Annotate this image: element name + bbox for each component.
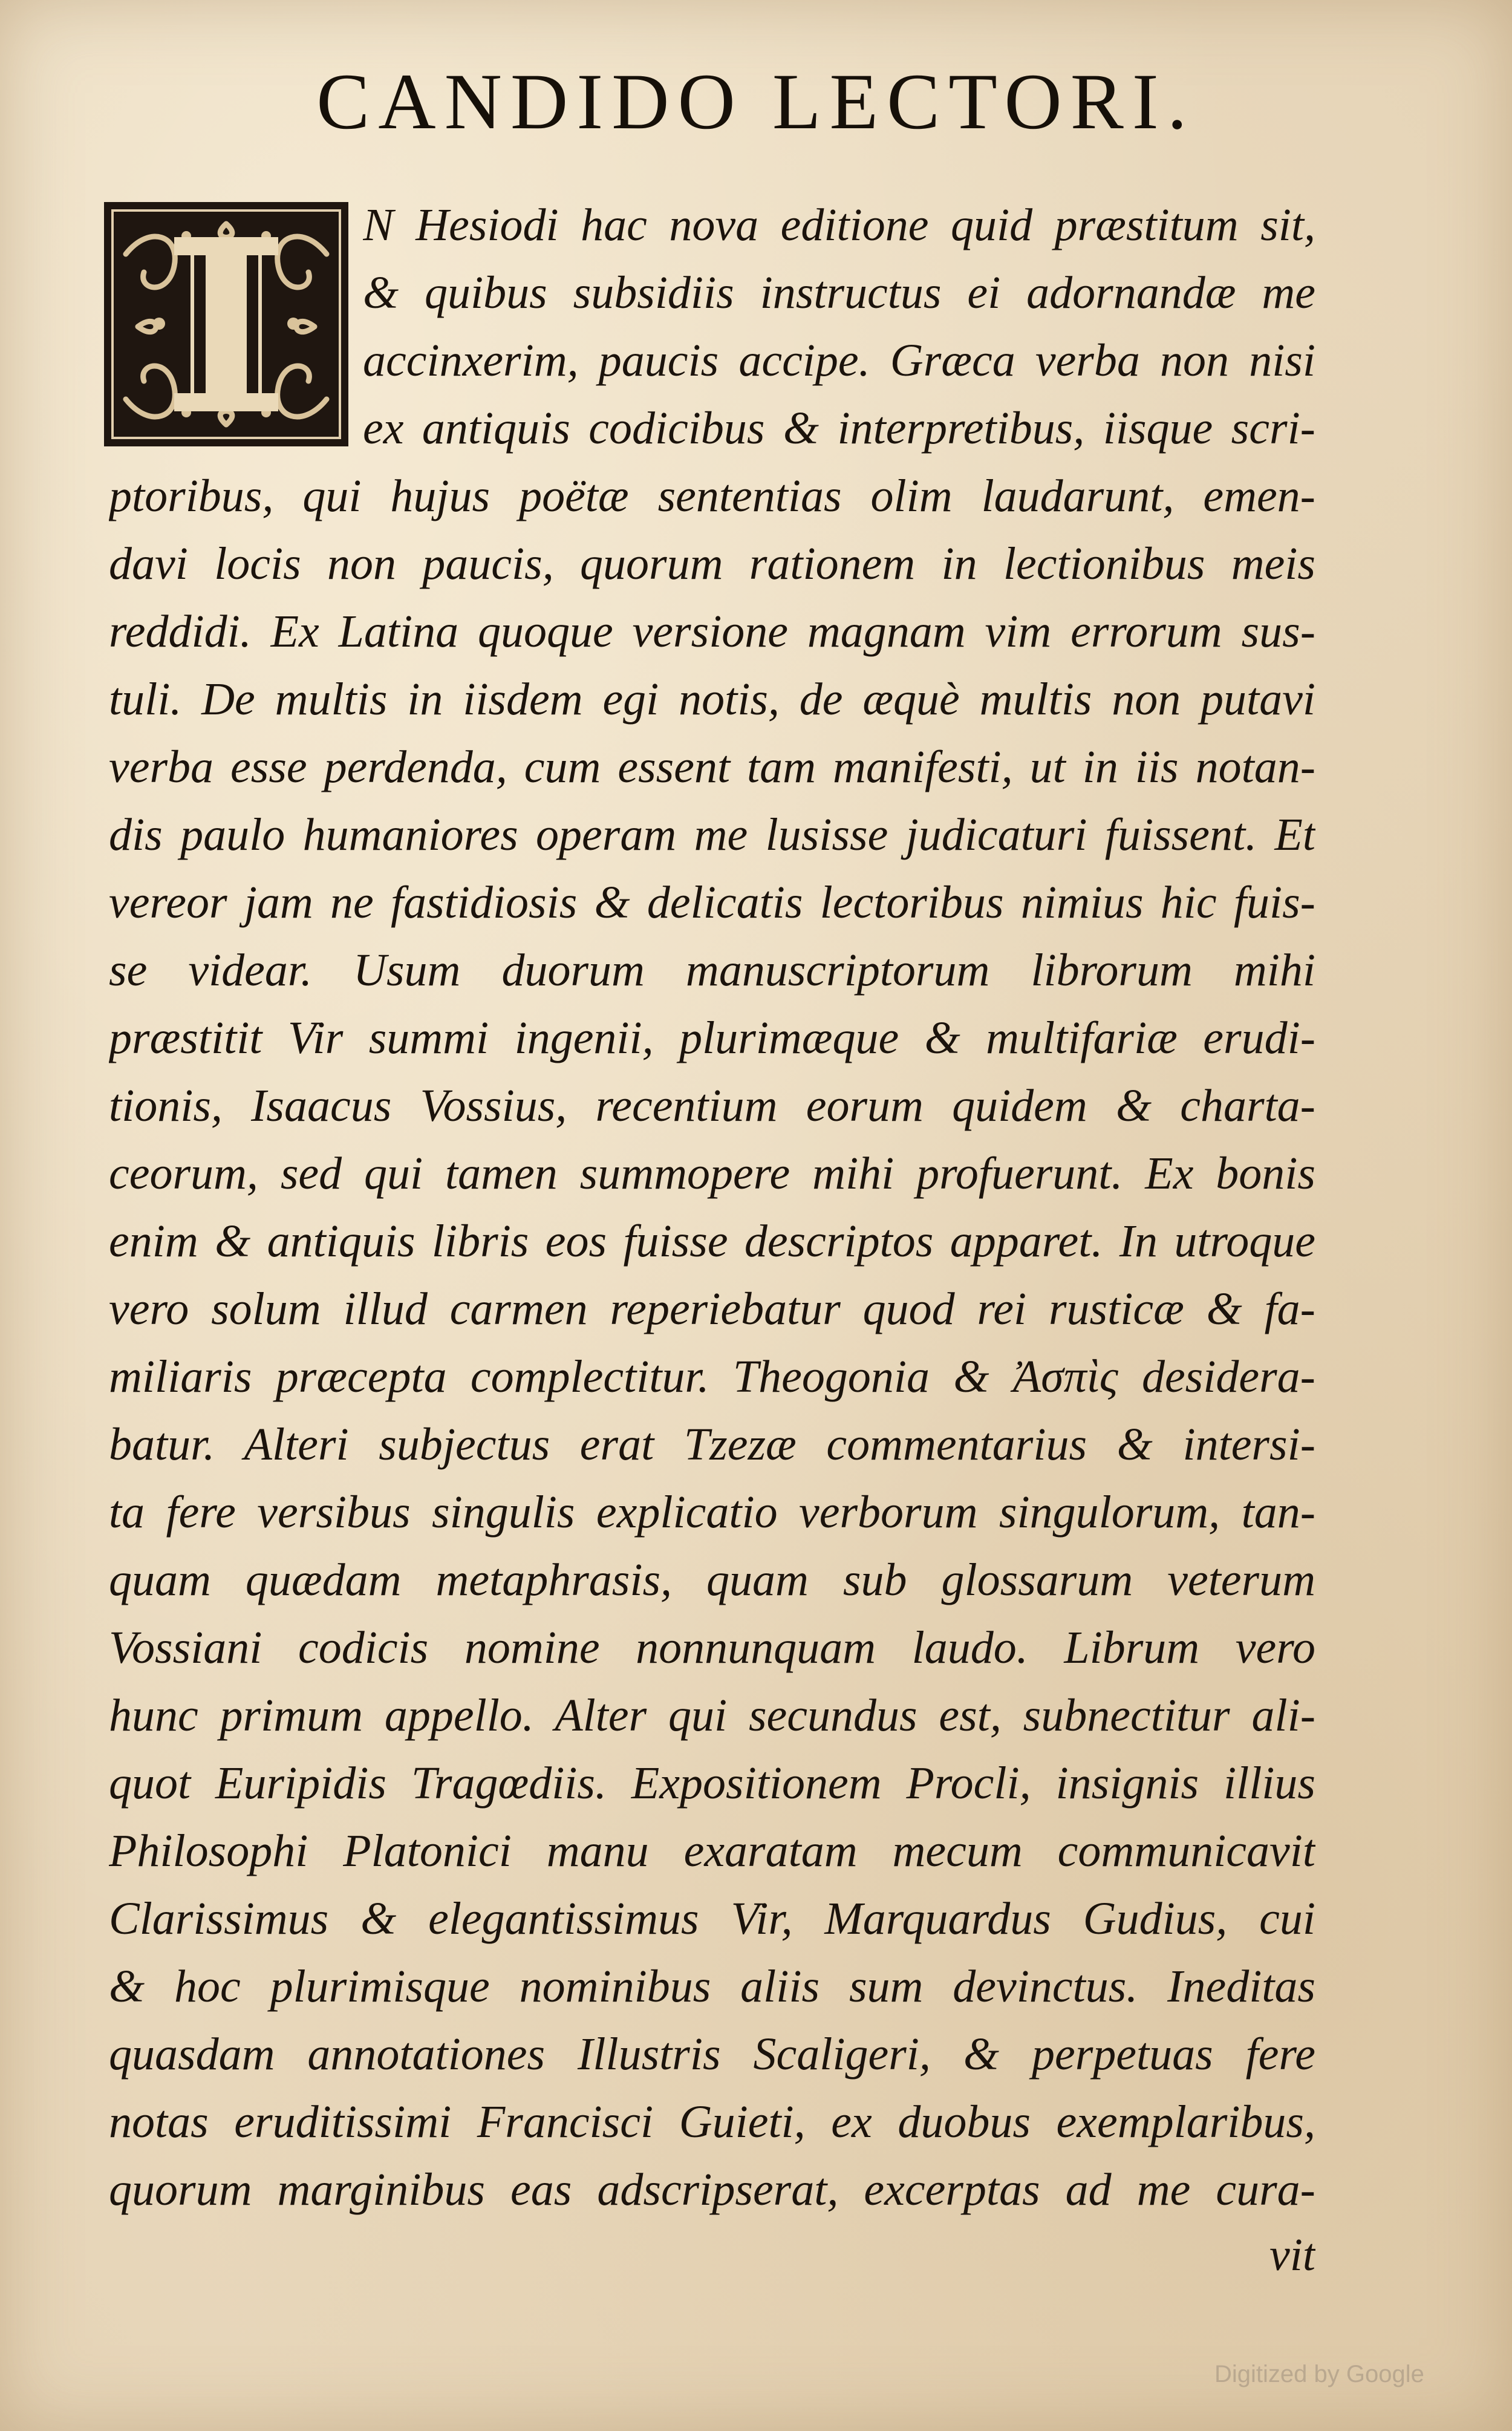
decorated-initial-icon	[102, 200, 351, 449]
text-line: quasdam annotationes Illustris Scaligeri, & perpetuas fere	[109, 2029, 1315, 2080]
text-line: davi locis non paucis, quorum rationem in lectionibus meis	[109, 538, 1315, 589]
catchword: vit	[1269, 2230, 1315, 2280]
text-line: hunc primum appello. Alter qui secundus est, subnectitur ali-	[109, 1690, 1315, 1741]
text-line: batur. Alteri subjectus erat Tzezæ commentarius & intersi-	[109, 1419, 1315, 1470]
text-line: reddidi. Ex Latina quoque versione magnam vim errorum sus-	[109, 606, 1315, 657]
text-line: ex antiquis codicibus & interpretibus, iisque scri-	[363, 403, 1315, 454]
page-title: CANDIDO LECTORI.	[316, 57, 1196, 146]
text-line: quam quædam metaphrasis, quam sub glossarum veterum	[109, 1555, 1315, 1605]
digitized-watermark: Digitized by Google	[1214, 2361, 1424, 2387]
text-line: Vossiani codicis nomine nonnunquam laudo. Librum vero	[109, 1622, 1315, 1673]
text-line: vero solum illud carmen reperiebatur quod rei rusticæ & fa-	[109, 1284, 1315, 1334]
text-line: se videar. Usum duorum manuscriptorum librorum mihi	[109, 945, 1315, 996]
text-line: tuli. De multis in iisdem egi notis, de æquè multis non putavi	[109, 674, 1315, 725]
text-line: verba esse perdenda, cum essent tam manifesti, ut in iis notan-	[109, 742, 1315, 792]
text-line: quorum marginibus eas adscripserat, excerptas ad me cura-	[109, 2164, 1315, 2215]
text-line: & quibus subsidiis instructus ei adornandæ me	[363, 267, 1315, 318]
text-line: ceorum, sed qui tamen summopere mihi profuerunt. Ex bonis	[109, 1148, 1315, 1199]
text-line: quot Euripidis Tragœdiis. Expositionem Procli, insignis illius	[109, 1758, 1315, 1809]
text-line: ptoribus, qui hujus poëtæ sententias olim laudarunt, emen-	[109, 471, 1315, 521]
text-line: accinxerim, paucis accipe. Græca verba non nisi	[363, 335, 1315, 386]
text-line: Clarissimus & elegantissimus Vir, Marquardus Gudius, cui	[109, 1893, 1315, 1944]
text-line: Philosophi Platonici manu exaratam mecum communicavit	[109, 1826, 1315, 1876]
text-line: præstitit Vir summi ingenii, plurimæque & multifariæ erudi-	[109, 1013, 1315, 1063]
text-line: N Hesiodi hac nova editione quid præstitum sit,	[363, 200, 1315, 250]
text-line: dis paulo humaniores operam me lusisse judicaturi fuissent. Et	[109, 809, 1315, 860]
text-line: enim & antiquis libris eos fuisse descriptos apparet. In utroque	[109, 1216, 1315, 1267]
text-line: miliaris præcepta complectitur. Theogonia & Ἀσπὶς desidera-	[109, 1351, 1315, 1402]
text-line: vereor jam ne fastidiosis & delicatis lectoribus nimius hic fuis-	[109, 877, 1315, 928]
text-line: tionis, Isaacus Vossius, recentium eorum quidem & charta-	[109, 1080, 1315, 1131]
text-line: notas eruditissimi Francisci Guieti, ex duobus exemplaribus,	[109, 2097, 1315, 2147]
text-line: & hoc plurimisque nominibus aliis sum devinctus. Ineditas	[109, 1961, 1315, 2012]
text-line: ta fere versibus singulis explicatio verborum singulorum, tan-	[109, 1487, 1315, 1538]
